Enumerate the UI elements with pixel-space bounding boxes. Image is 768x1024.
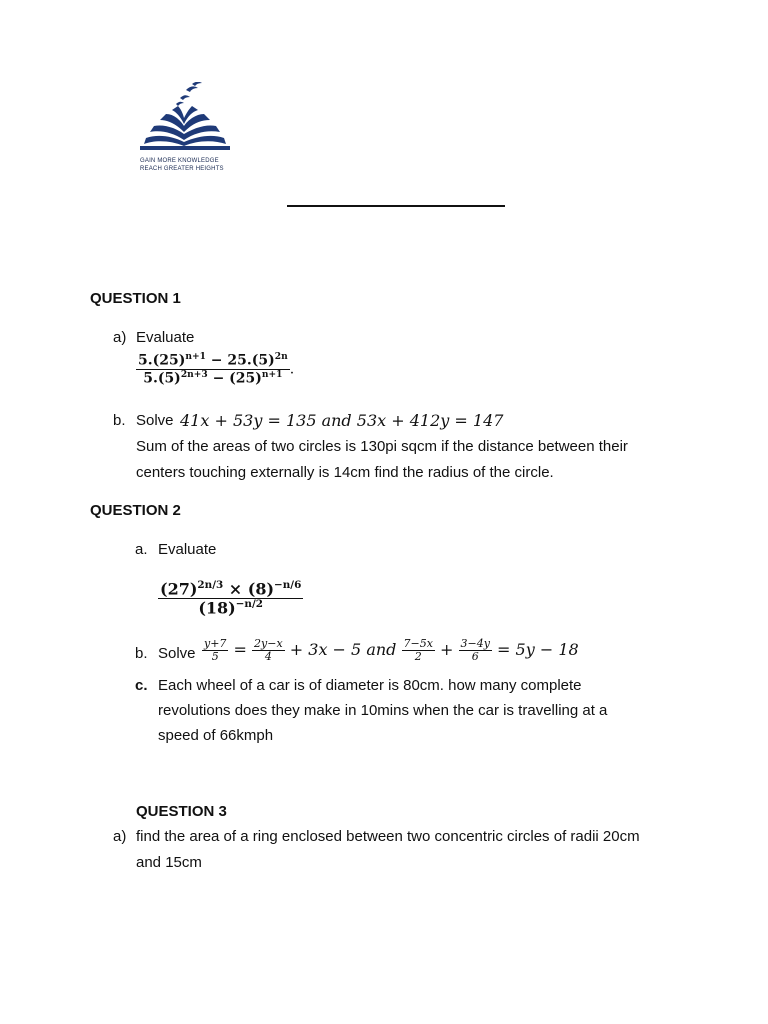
book-birds-logo-icon: [140, 82, 230, 152]
logo-tagline-line1: GAIN MORE KNOWLEDGE: [140, 158, 219, 164]
q2a-label: Evaluate: [158, 541, 217, 558]
q1b-marker: b.: [113, 412, 126, 429]
q1b-text-line2: centers touching externally is 14cm find the radius of the circle.: [136, 464, 554, 481]
q3a-text-line2: and 15cm: [136, 854, 202, 871]
q1a-label: Evaluate: [136, 329, 195, 346]
q3a-text-line1: find the area of a ring enclosed between two concentric circles of radii 20cm: [136, 828, 640, 845]
q1b-label: Solve: [136, 412, 174, 429]
q1b-text-line1: Sum of the areas of two circles is 130pi sqcm if the distance between their: [136, 438, 628, 455]
q2a-marker: a.: [135, 541, 148, 558]
school-logo: [140, 82, 230, 172]
q3a-marker: a): [113, 828, 127, 845]
question-1-heading: QUESTION 1: [90, 290, 181, 307]
logo-tagline-line2: REACH GREATER HEIGHTS: [140, 166, 224, 172]
question-2-heading: QUESTION 2: [90, 502, 181, 519]
q2b-marker: b.: [135, 645, 148, 662]
q1b-equation: 41x + 53y = 135 and 53x + 412y = 147: [180, 411, 504, 430]
q2b-equation: $\frac{y+7}{5}$ = $\frac{2y-x}{4}$ + 3x − 5 and $\frac{7-5x}{2}$ + $\frac{3-4y}{6}$ = 5y − 18: [204, 637, 579, 664]
q2a-expression: $\frac{(27)^{2n/3} \times (8)^{-n/6}}{(18)^{-n/2}}$: [160, 579, 302, 618]
q2c-text-line1: Each wheel of a car is of diameter is 80cm. how many complete: [158, 677, 582, 694]
q1a-expression: $\frac{5.(25)^{n+1} - 25.(5)^{2n}}{5.(5)^{2n+3} - (25)^{n+1}}$ .: [138, 351, 295, 387]
q2b-label: Solve: [158, 645, 196, 662]
q2c-text-line2: revolutions does they make in 10mins when the car is travelling at a: [158, 702, 608, 719]
title-underline: [287, 205, 505, 207]
q2c-text-line3: speed of 66kmph: [158, 727, 274, 744]
q2c-marker: c.: [135, 677, 148, 694]
q1a-marker: a): [113, 329, 127, 346]
question-3-heading: QUESTION 3: [136, 803, 227, 820]
